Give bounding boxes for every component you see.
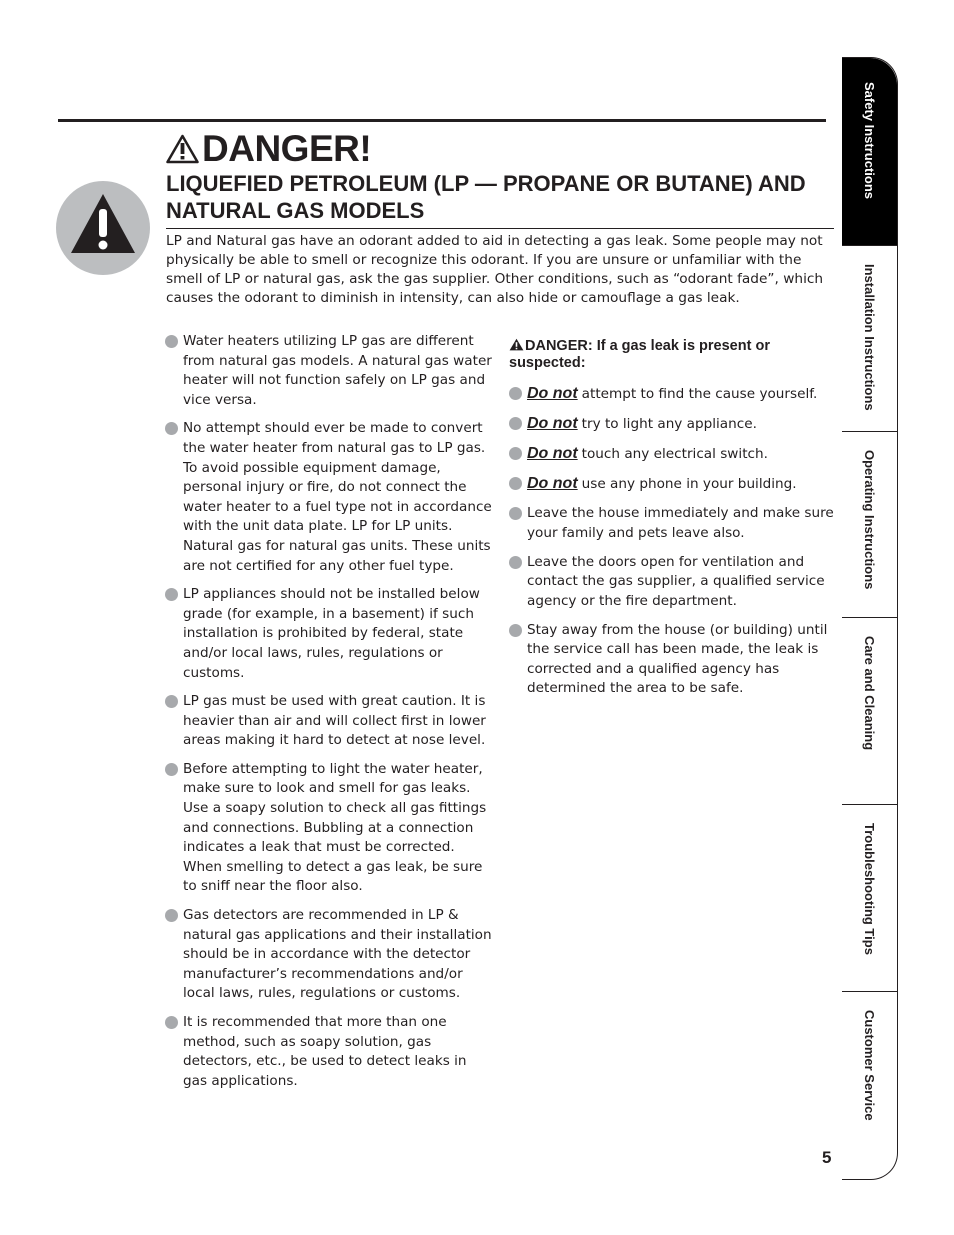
list-item: Do not try to light any appliance. xyxy=(509,414,839,435)
tab-care-and-cleaning[interactable]: Care and Cleaning xyxy=(842,617,897,805)
gas-leak-list xyxy=(509,384,839,699)
bullet-dot-icon xyxy=(165,335,178,348)
section-subtitle: LIQUEFIED PETROLEUM (LP — PROPANE OR BUTANE) AND NATURAL GAS MODELS xyxy=(166,171,806,223)
bullet-dot-icon xyxy=(509,387,522,400)
list-item: LP gas must be used with great caution. It is heavier than air and will collect first in lower areas making it hard to detect at nose level. xyxy=(165,692,493,751)
list-item: Leave the house immediately and make sure your family and pets leave also. xyxy=(509,504,839,543)
list-item: LP appliances should not be installed below grade (for example, in a basement) if such installation is prohibited by federal, state and/or local laws, rules, regulations or customs. xyxy=(165,585,493,683)
tab-operating-instructions[interactable]: Operating Instructions xyxy=(842,431,897,618)
title-text: DANGER! xyxy=(202,128,372,169)
intro-paragraph: LP and Natural gas have an odorant added to aid in detecting a gas leak. Some people may not physically be able to smell or recognize this odorant. If you are unsure or unfamiliar with the smell of LP or natural gas, ask the gas supplier. Other conditions, such as “odorant fade”, which causes the odorant to diminish in intensity, can also hide or camouflage a gas leak. xyxy=(166,233,824,306)
list-item: Leave the doors open for ventilation and contact the gas supplier, a qualified service agency or the fire department. xyxy=(509,553,839,612)
warning-triangle-small-icon xyxy=(509,338,524,351)
bullet-dot-icon xyxy=(509,624,522,637)
bullet-dot-icon xyxy=(509,417,522,430)
left-column xyxy=(165,332,493,1100)
do-not-label: Do not xyxy=(527,444,578,462)
page-title xyxy=(166,128,371,170)
top-rule xyxy=(58,119,826,122)
left-bullet-list xyxy=(165,332,493,1091)
list-item: No attempt should ever be made to convert the water heater from natural gas to LP gas. To avoid possible equipment damage, personal injury or fire, do not connect the water heater to a fuel type not in accordance with the unit data plate. LP for LP units. Natural gas for natural gas units. These units are not certified for any other fuel type. xyxy=(165,419,493,576)
tab-safety-instructions[interactable]: Safety Instructions xyxy=(842,58,897,245)
bullet-dot-icon xyxy=(165,588,178,601)
bullet-dot-icon xyxy=(165,695,178,708)
bullet-dot-icon xyxy=(165,909,178,922)
do-not-label: Do not xyxy=(527,414,578,432)
page-number: 5 xyxy=(822,1148,832,1167)
warning-circle-icon xyxy=(56,181,150,275)
bullet-dot-icon xyxy=(509,556,522,569)
tab-customer-service[interactable]: Customer Service xyxy=(842,991,897,1180)
bullet-dot-icon xyxy=(509,507,522,520)
bullet-dot-icon xyxy=(509,447,522,460)
list-item: Water heaters utilizing LP gas are different from natural gas models. A natural gas water heater will not function safely on LP gas and vice versa. xyxy=(165,332,493,410)
do-not-label: Do not xyxy=(527,474,578,492)
right-column xyxy=(509,338,839,708)
danger-heading: DANGER: If a gas leak is present or suspected: xyxy=(509,338,770,371)
bullet-dot-icon xyxy=(509,477,522,490)
subtitle-rule xyxy=(166,228,834,229)
bullet-dot-icon xyxy=(165,422,178,435)
list-item: Do not touch any electrical switch. xyxy=(509,444,839,465)
bullet-dot-icon xyxy=(165,1016,178,1029)
exclamation-triangle-icon xyxy=(69,191,137,259)
bullet-dot-icon xyxy=(165,763,178,776)
list-item: Do not use any phone in your building. xyxy=(509,474,839,495)
tab-troubleshooting-tips[interactable]: Troubleshooting Tips xyxy=(842,804,897,992)
list-item: Before attempting to light the water heater, make sure to look and smell for gas leaks. Use a soapy solution to check all gas fittings and connections. Bubbling at a connection indicates a leak that must be corrected. When smelling to detect a gas leak, be sure to sniff near the floor also. xyxy=(165,760,493,897)
list-item: Do not attempt to find the cause yourself. xyxy=(509,384,839,405)
list-item: It is recommended that more than one method, such as soapy solution, gas detectors, etc., be used to detect leaks in gas applications. xyxy=(165,1013,493,1091)
do-not-label: Do not xyxy=(527,385,578,402)
warning-triangle-icon xyxy=(166,134,199,164)
section-tabs xyxy=(842,57,898,1180)
list-item: Gas detectors are recommended in LP & natural gas applications and their installation should be in accordance with the detector manufacturer’s recommendations and/or local laws, rules, regulations or customs. xyxy=(165,906,493,1004)
tab-installation-instructions[interactable]: Installation Instructions xyxy=(842,245,897,432)
list-item: Stay away from the house (or building) until the service call has been made, the leak is corrected and a qualified agency has determined the area to be safe. xyxy=(509,621,839,699)
